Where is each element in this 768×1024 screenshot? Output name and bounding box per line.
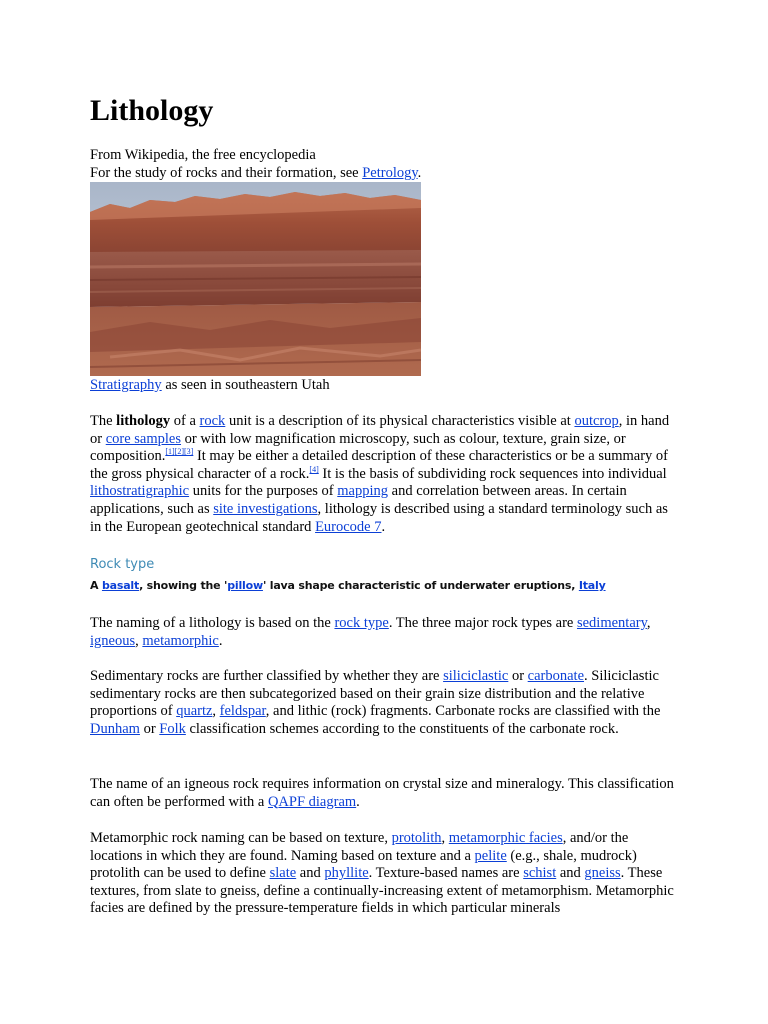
stratigraphy-link[interactable]: Stratigraphy xyxy=(90,377,162,393)
metamorphic-link[interactable]: metamorphic xyxy=(142,632,219,649)
igneous-paragraph: The name of an igneous rock requires information on crystal size and mineralogy. This classification can often be performed with a QAPF diagram. xyxy=(90,776,674,810)
tagline-hatnote: From Wikipedia, the free encyclopedia For the study of rocks and their formation, see Petrology. xyxy=(90,147,422,181)
sedimentary-paragraph: Sedimentary rocks are further classified by whether they are siliciclastic or carbonate. Siliciclastic sedimentary rocks are then subcategorized based on their grain size distribution and the relative proportions of quartz, feldspar, and lithic (rock) fragments. Carbonate rocks are classified with the Dunham or Folk classification schemes according to the constituents of the carbonate rock. xyxy=(90,668,661,737)
rock-type-link[interactable]: rock type xyxy=(334,615,389,631)
intro-paragraph: The lithology of a rock unit is a description of its physical characteristics visible at outcrop, in hand or core samples or with low magnification microscopy, such as colour, texture, grain size, or composition.[1][2][3] It may be either a detailed description of these characteristics or be a summary of the gross physical character of a rock.[4] It is the basis of subdividing rock sequences into individual lithostratigraphic units for the purposes of mapping and correlation between areas. In certain applications, such as site investigations, lithology is described using a standard terminology such as in the European geotechnical standard Eurocode 7. xyxy=(90,413,670,535)
metamorphic-paragraph: Metamorphic rock naming can be based on texture, protolith, metamorphic facies, and/or the locations in which they are found. Naming based on texture and a pelite (e.g., shale, mudrock) protolith can be used to define slate and phyllite. Texture-based names are schist and gneiss. These textures, from slate to gneiss, define a continually-increasing extent of metamorphism. Metamorphic facies are defined by the pressure-temperature fields in which particular minerals xyxy=(90,830,674,917)
ref-2-link[interactable]: [2] xyxy=(174,447,184,457)
folk-link[interactable]: Folk xyxy=(159,720,186,737)
slate-link[interactable]: slate xyxy=(269,865,297,882)
petrology-link[interactable]: Petrology xyxy=(362,164,418,181)
figure-caption: Stratigraphy as seen in southeastern Utah xyxy=(90,377,330,393)
pillow-link[interactable]: pillow xyxy=(227,579,263,592)
hatnote-prefix: For the study of rocks and their formation, see xyxy=(90,164,363,181)
lithostratigraphic-link[interactable]: lithostratigraphic xyxy=(90,483,190,500)
protolith-link[interactable]: protolith xyxy=(391,830,442,846)
page-title: Lithology xyxy=(90,94,214,127)
ref-1-link[interactable]: [1] xyxy=(165,447,175,457)
siliciclastic-link[interactable]: siliciclastic xyxy=(443,668,509,684)
basalt-link[interactable]: basalt xyxy=(101,579,140,592)
site-investigations-link[interactable]: site investigations xyxy=(213,500,318,517)
metamorphic-facies-link[interactable]: metamorphic facies xyxy=(448,830,563,846)
rock-type-paragraph: The naming of a lithology is based on the rock type. The three major rock types are sedimentary, igneous, metamorphic. xyxy=(90,615,651,649)
gneiss-link[interactable]: gneiss xyxy=(584,865,621,882)
rock-type-heading: Rock type xyxy=(90,557,155,572)
dunham-link[interactable]: Dunham xyxy=(90,720,140,737)
phyllite-link[interactable]: phyllite xyxy=(324,865,369,882)
tagline: From Wikipedia, the free encyclopedia xyxy=(90,147,316,163)
schist-link[interactable]: schist xyxy=(523,865,557,882)
stratigraphy-photo[interactable] xyxy=(90,182,421,376)
lithology-bold: lithology xyxy=(116,413,171,429)
ref-4-link[interactable]: [4] xyxy=(309,464,319,474)
mapping-link[interactable]: mapping xyxy=(337,483,389,500)
eurocode-7-link[interactable]: Eurocode 7 xyxy=(315,518,382,535)
igneous-link[interactable]: igneous xyxy=(90,632,136,649)
italy-link[interactable]: Italy xyxy=(578,579,606,592)
feldspar-link[interactable]: feldspar xyxy=(219,703,266,720)
pelite-link[interactable]: pelite xyxy=(474,847,507,864)
utah-cliffs-image xyxy=(90,182,421,376)
sedimentary-link[interactable]: sedimentary xyxy=(576,615,647,631)
rock-link[interactable]: rock xyxy=(199,413,226,429)
quartz-link[interactable]: quartz xyxy=(176,703,213,720)
carbonate-link[interactable]: carbonate xyxy=(527,668,585,684)
outcrop-link[interactable]: outcrop xyxy=(574,413,619,429)
core-samples-link[interactable]: core samples xyxy=(105,430,182,447)
qapf-diagram-link[interactable]: QAPF diagram xyxy=(267,793,357,810)
ref-3-link[interactable]: [3] xyxy=(183,447,194,457)
basalt-figure-caption: A basalt, showing the 'pillow' lava shape characteristic of underwater eruptions, Italy xyxy=(90,579,606,592)
